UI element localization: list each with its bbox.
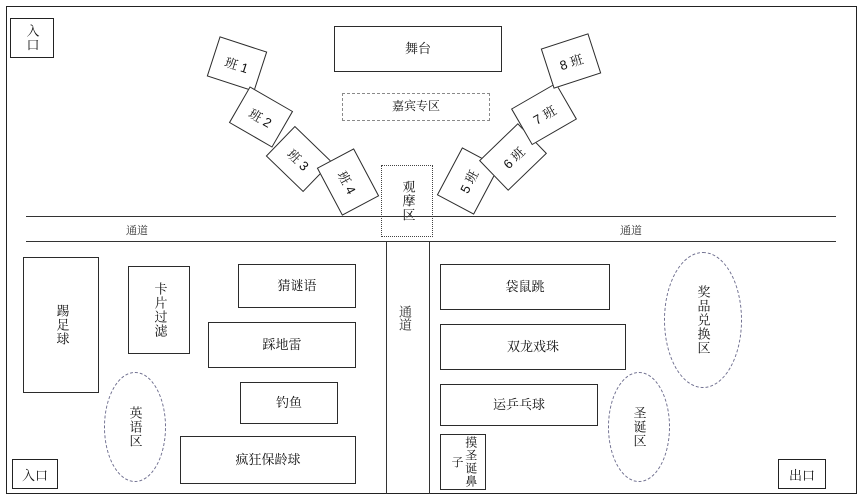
class-block-3-label: 班 3: [284, 146, 313, 174]
entrance-bottom-left[interactable]: [12, 459, 58, 489]
guest-area-label: 嘉宾专区: [391, 99, 440, 114]
zone-prize-exchange-label: 奖品兑换区: [695, 285, 711, 355]
booth-minefield-label: 踩地雷: [262, 336, 302, 352]
booth-kangaroo-jump-label: 袋鼠跳: [505, 278, 545, 294]
viewing-area[interactable]: [381, 165, 433, 237]
booth-riddle-label: 猜谜语: [277, 277, 317, 293]
booth-minefield[interactable]: [208, 322, 356, 368]
class-block-7-label: 7 班: [530, 102, 559, 128]
exit-bottom-right-label: 出口: [788, 467, 815, 483]
booth-double-dragon[interactable]: [440, 324, 626, 370]
zone-english[interactable]: [104, 372, 166, 482]
viewing-area-label: 观摩区: [400, 180, 416, 222]
aisle-line-lower: [26, 241, 836, 242]
booth-double-dragon-label: 双龙戏珠: [506, 338, 559, 354]
guest-area[interactable]: [342, 93, 490, 121]
booth-kangaroo-jump[interactable]: [440, 264, 610, 310]
exit-bottom-right[interactable]: [778, 459, 826, 489]
class-block-2-label: 班 2: [246, 105, 275, 131]
class-block-6-label: 6 班: [499, 144, 528, 172]
booth-santa-nose[interactable]: [440, 434, 486, 490]
class-block-8-label: 8 班: [557, 51, 585, 73]
zone-english-label: 英语区: [127, 406, 143, 448]
class-block-5-label: 5 班: [456, 167, 482, 196]
zone-christmas[interactable]: [608, 372, 670, 482]
booth-card-filter[interactable]: [128, 266, 190, 354]
booth-football-label: 踢足球: [54, 304, 70, 346]
class-block-4-label: 班 4: [334, 168, 360, 197]
stage-label: 舞台: [404, 40, 431, 56]
booth-crazy-bowling-label: 疯狂保龄球: [235, 451, 301, 467]
booth-pingpong-label: 运乒乓球: [492, 396, 545, 412]
center-aisle-line-left: [386, 241, 387, 494]
stage-area[interactable]: [334, 26, 502, 72]
center-aisle-label: 通道: [397, 305, 412, 331]
zone-christmas-label: 圣诞区: [631, 406, 647, 448]
aisle-line-upper: [26, 216, 836, 217]
center-aisle-line-right: [429, 241, 430, 494]
booth-crazy-bowling[interactable]: [180, 436, 356, 484]
class-block-1-label: 班 1: [223, 54, 251, 76]
entrance-top-left-label: 入口: [24, 24, 40, 52]
aisle-label-right: 通道: [620, 225, 642, 237]
booth-riddle[interactable]: [238, 264, 356, 308]
booth-football[interactable]: [23, 257, 99, 393]
entrance-top-left[interactable]: [10, 18, 54, 58]
booth-fishing-label: 钓鱼: [275, 394, 302, 410]
booth-card-filter-label: 卡片过滤: [152, 282, 168, 338]
zone-prize-exchange[interactable]: [664, 252, 742, 388]
booth-fishing[interactable]: [240, 382, 338, 424]
aisle-label-left: 通道: [126, 225, 148, 237]
booth-santa-nose-label: 摸圣诞鼻子: [450, 436, 478, 488]
booth-pingpong[interactable]: [440, 384, 598, 426]
entrance-bottom-left-label: 入口: [21, 467, 48, 483]
